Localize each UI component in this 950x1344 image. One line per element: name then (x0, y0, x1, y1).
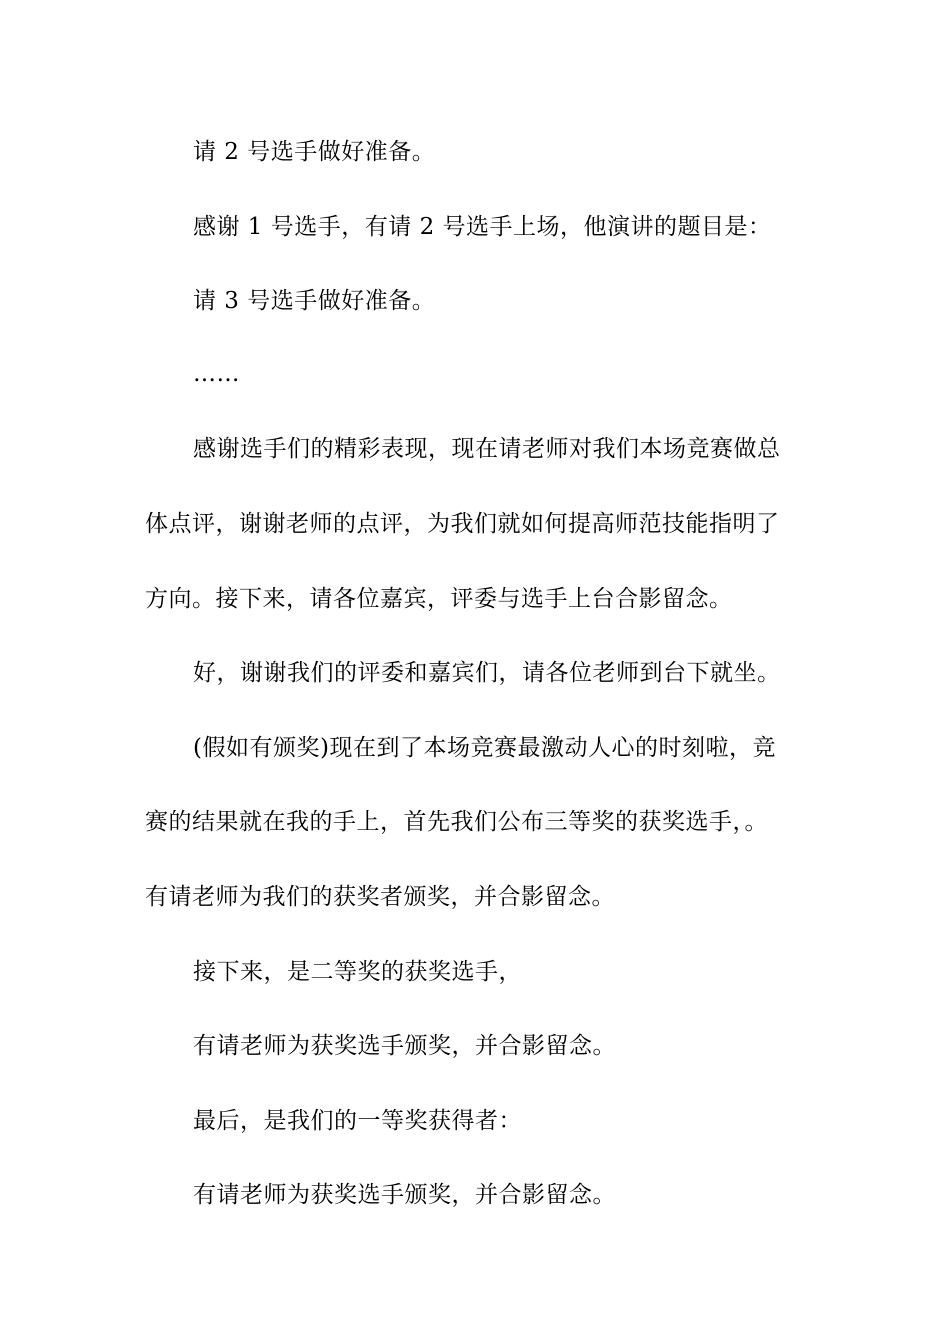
paragraph-line: 感谢 1 号选手，有请 2 号选手上场，他演讲的题目是： (193, 214, 772, 240)
paragraph-line: 有请老师为获奖选手颁奖，并合影留念。 (193, 1033, 616, 1059)
paragraph-line: 最后，是我们的一等奖获得者： (193, 1108, 522, 1134)
paragraph-line: 请 3 号选手做好准备。 (193, 288, 436, 314)
paragraph-line: 有请老师为获奖选手颁奖，并合影留念。 (193, 1182, 616, 1208)
paragraph-line: (假如有颁奖)现在到了本场竞赛最激动人心的时刻啦，竞 (193, 735, 776, 761)
paragraph-line: 赛的结果就在我的手上，首先我们公布三等奖的获奖选手，。 (145, 809, 768, 835)
paragraph-line: 接下来，是二等奖的获奖选手， (193, 959, 522, 985)
ellipsis-line: …… (193, 361, 240, 387)
paragraph-line: 好，谢谢我们的评委和嘉宾们，请各位老师到台下就坐。 (193, 660, 781, 686)
paragraph-line: 体点评，谢谢老师的点评，为我们就如何提高师范技能指明了 (145, 511, 780, 537)
paragraph-line: 感谢选手们的精彩表现，现在请老师对我们本场竞赛做总 (193, 436, 781, 462)
paragraph-line: 有请老师为我们的获奖者颁奖，并合影留念。 (145, 884, 615, 910)
paragraph-line: 请 2 号选手做好准备。 (193, 139, 436, 165)
paragraph-line: 方向。接下来，请各位嘉宾，评委与选手上台合影留念。 (145, 586, 733, 612)
